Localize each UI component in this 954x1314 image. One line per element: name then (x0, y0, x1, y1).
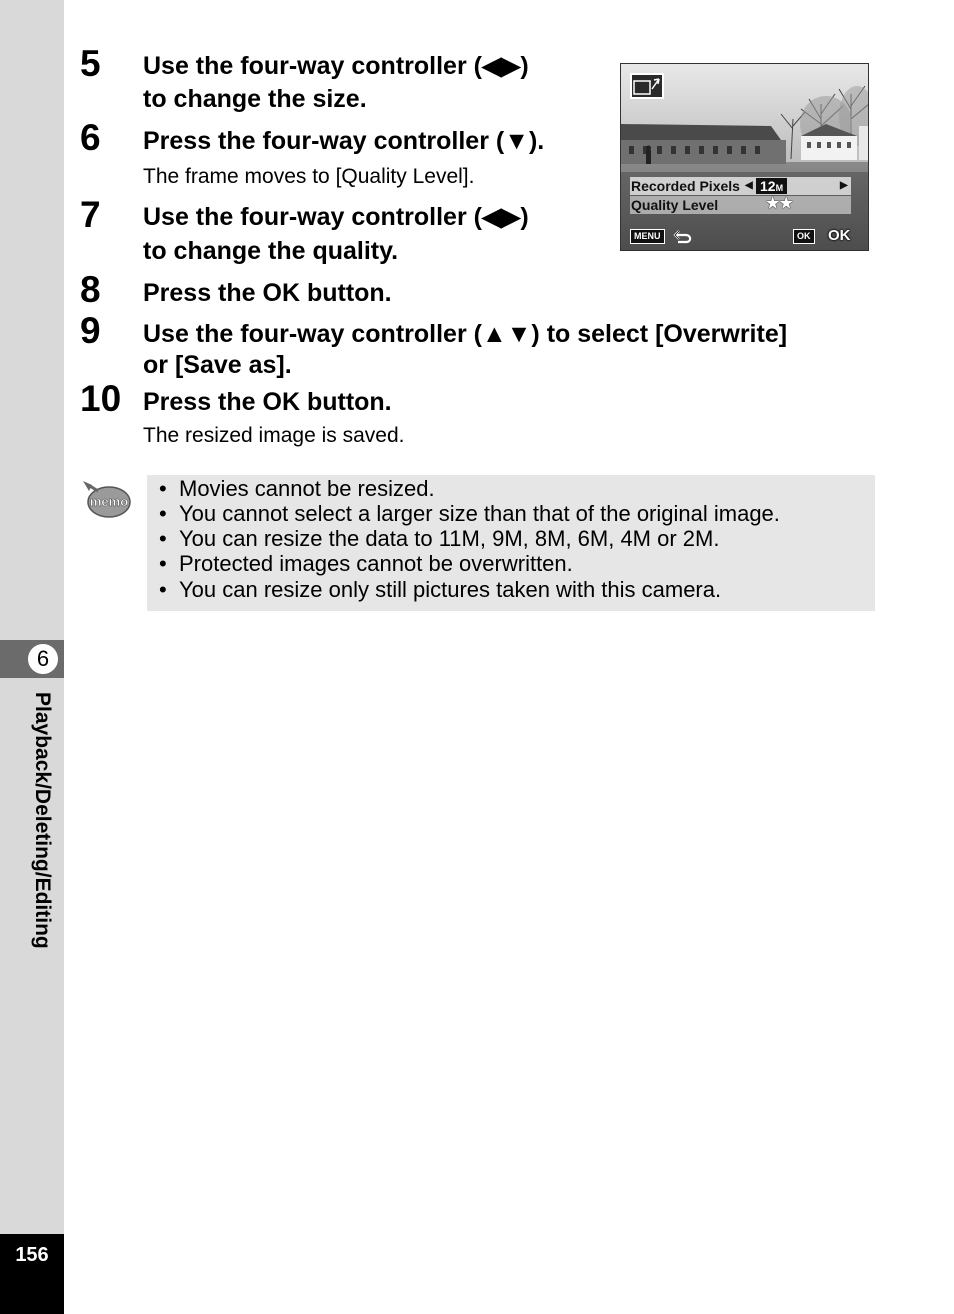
chapter-number: 6 (26, 642, 60, 676)
quality-level-label: Quality Level (631, 197, 719, 213)
right-arrow-icon: ▶ (840, 180, 848, 191)
step-10-line-1: Press the OK button. (143, 388, 392, 416)
recorded-pixels-value: 12M (756, 178, 787, 194)
quality-stars: ★★ (766, 195, 793, 212)
menu-button-chip: MENU (630, 229, 665, 244)
chapter-title: Playback/Deleting/Editing (31, 692, 54, 949)
step-7-line-1: Use the four-way controller (◀▶) (143, 203, 529, 231)
camera-screen-illustration (620, 63, 869, 251)
page-number: 156 (15, 1244, 49, 1266)
resize-icon (630, 73, 664, 99)
step-5-line-1: Use the four-way controller (◀▶) (143, 52, 529, 80)
recorded-pixels-label: Recorded Pixels (631, 178, 740, 194)
ok-button-chip: OK (793, 229, 815, 244)
svg-text:memo: memo (89, 494, 129, 509)
memo-box: • Movies cannot be resized. • You cannot select a larger size than that of the original image. • You can resize the data to 11M, 9M, 8M, 6M, 4M or 2M. • Protected images cannot be overwritten. • You can resize only still pictures taken with this camera. (147, 475, 875, 611)
step-7-line-2: to change the quality. (143, 237, 399, 265)
ok-label: OK (828, 227, 851, 244)
recorded-pixels-row[interactable] (630, 177, 851, 195)
quality-level-row[interactable] (630, 196, 851, 214)
step-7-number: 7 (80, 194, 101, 235)
step-9-line-2: or [Save as]. (143, 351, 292, 379)
step-9-number: 9 (80, 310, 101, 351)
left-arrow-icon: ◀ (745, 180, 753, 191)
step-9-line-1: Use the four-way controller (▲▼) to select [Overwrite] (143, 320, 788, 348)
step-5-number: 5 (80, 43, 101, 84)
step-8-number: 8 (80, 269, 101, 310)
step-6-number: 6 (80, 117, 101, 158)
step-5-line-2: to change the size. (143, 85, 367, 113)
step-10-number: 10 (80, 378, 122, 419)
step-6-note: The frame moves to [Quality Level]. (143, 165, 475, 188)
step-10-note: The resized image is saved. (143, 424, 405, 447)
back-arrow-icon (673, 228, 695, 244)
step-6-line-1: Press the four-way controller (▼). (143, 127, 545, 155)
step-8-line-1: Press the OK button. (143, 279, 392, 307)
memo-icon (80, 477, 132, 523)
